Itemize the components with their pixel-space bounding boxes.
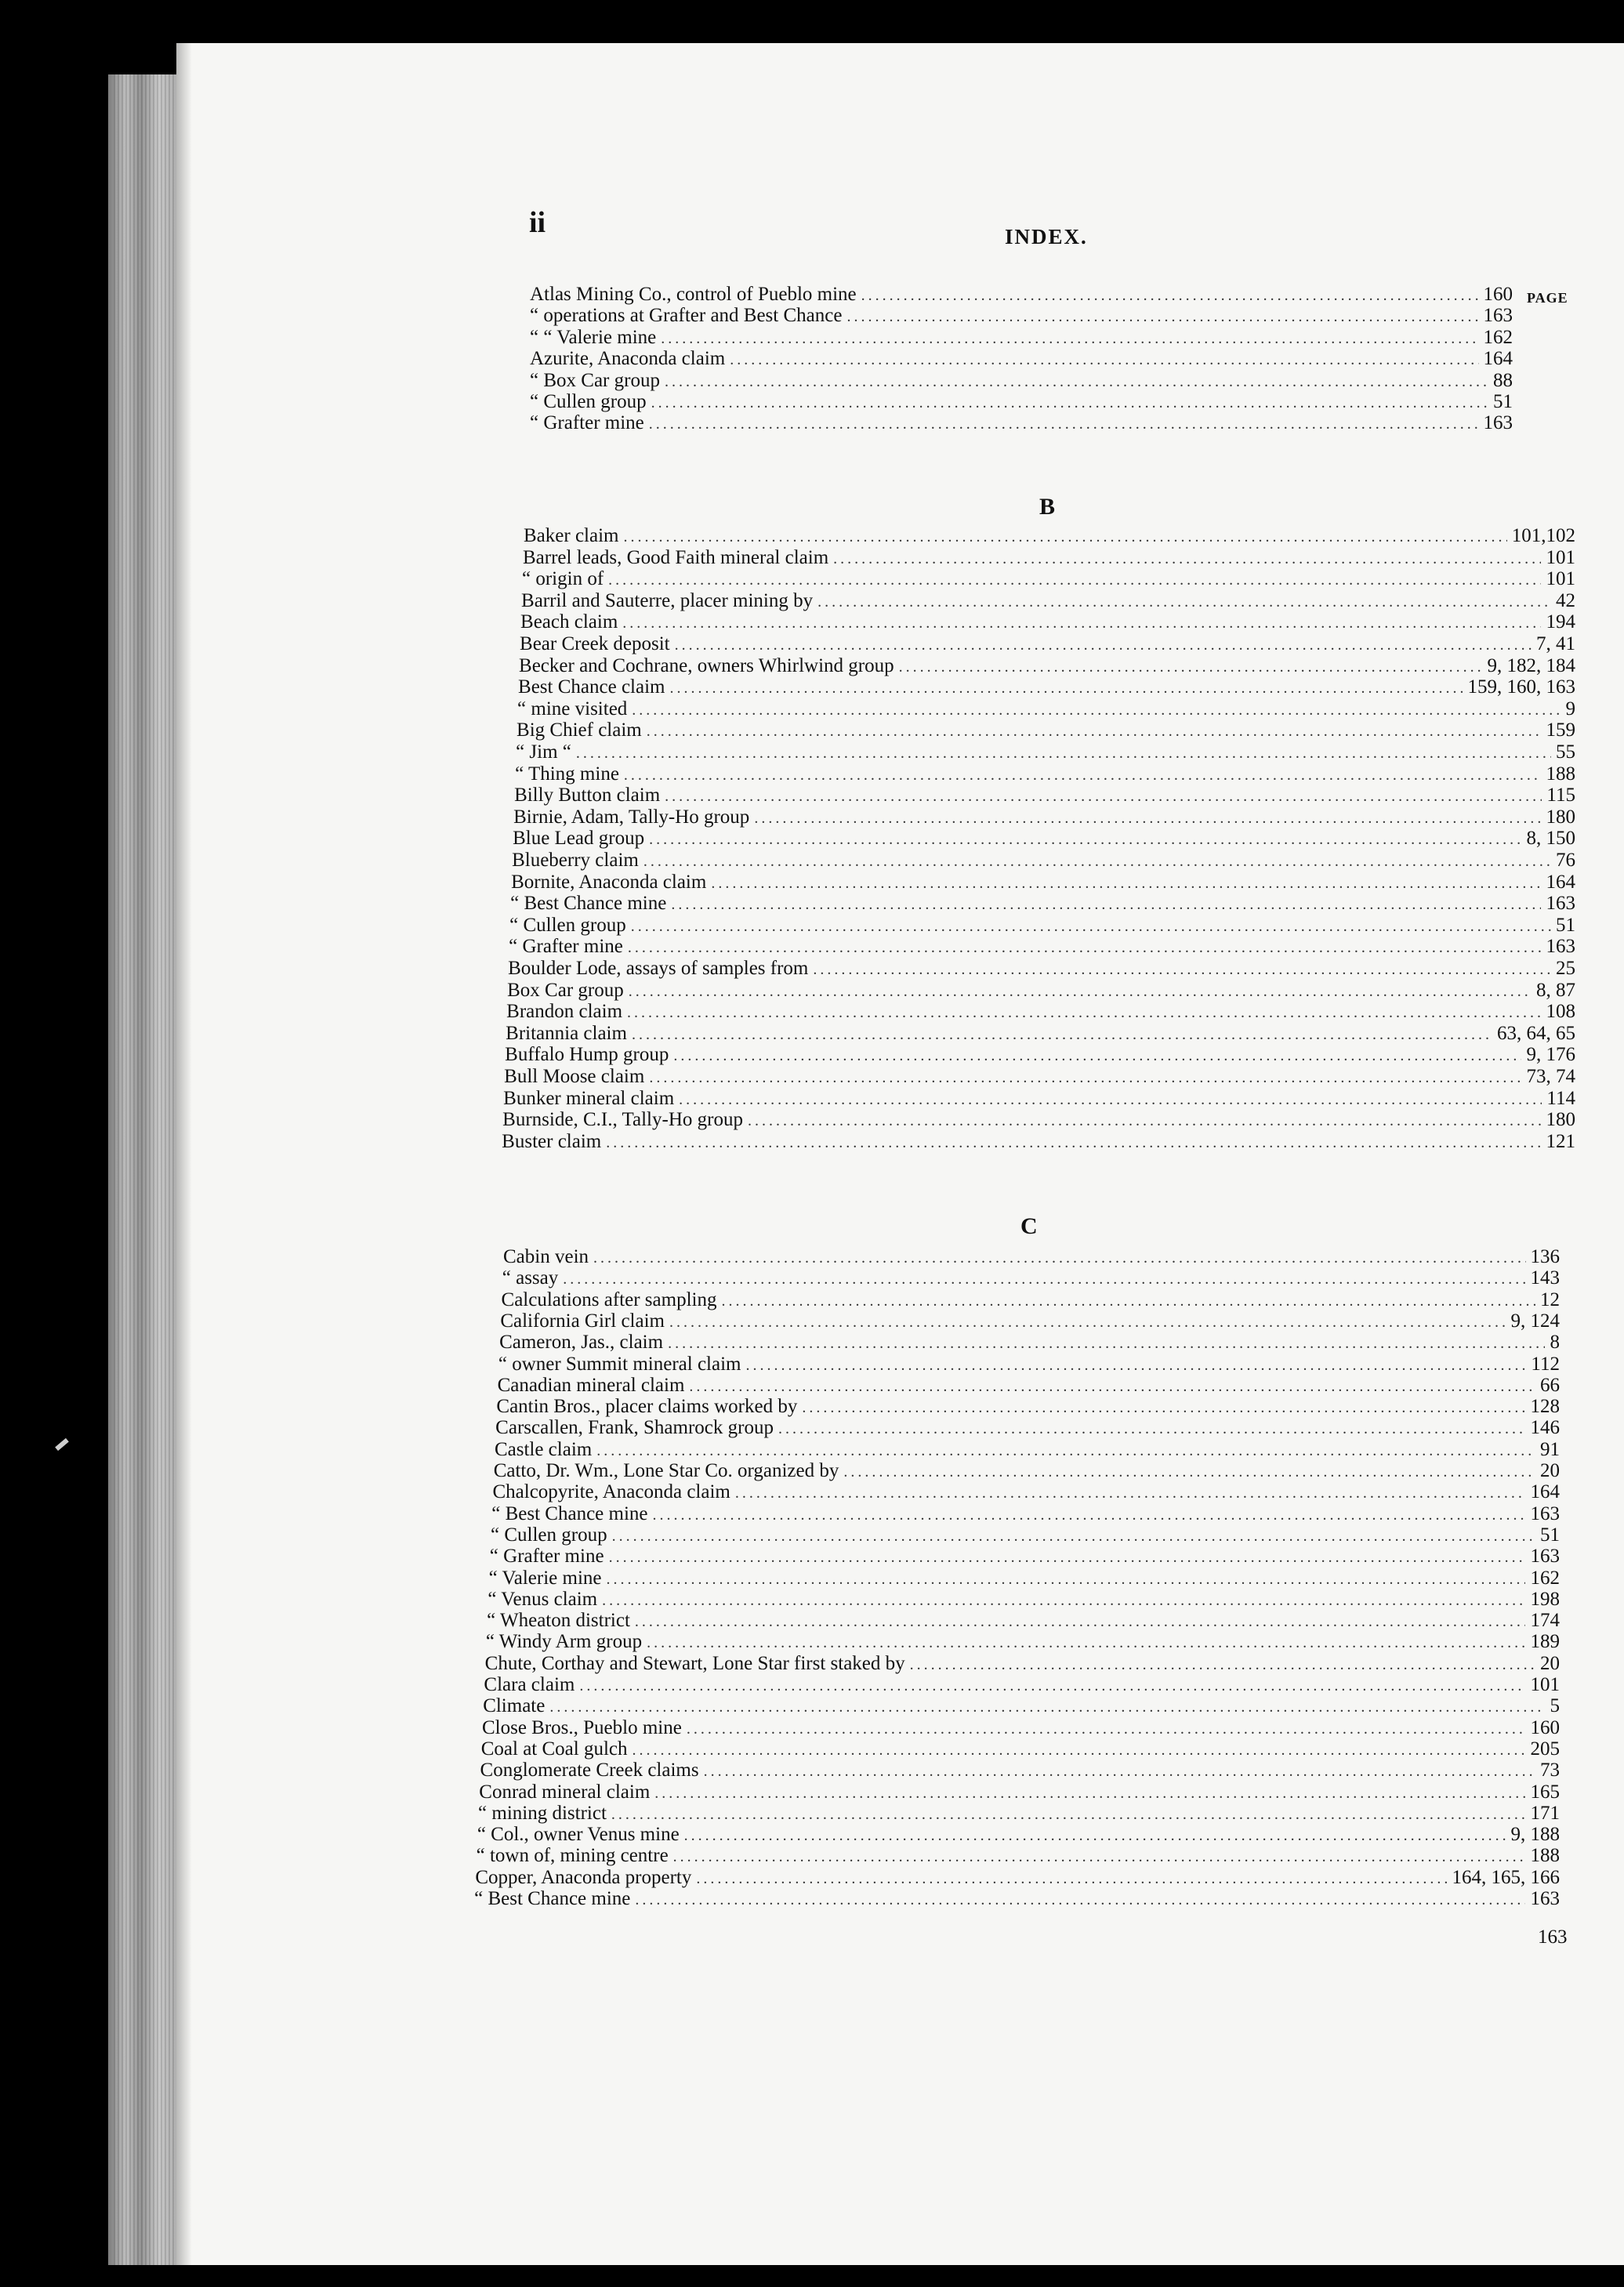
index-entry <box>496 1396 1560 1419</box>
index-entry <box>480 1760 1560 1783</box>
entry-text: Birnie, Adam, Tally-Ho group <box>513 806 750 828</box>
entry-page: 163 <box>1483 412 1513 434</box>
leader-dots <box>653 1506 1526 1524</box>
index-entry <box>520 611 1575 635</box>
index-entry <box>485 1653 1560 1676</box>
index-entry <box>487 1610 1560 1633</box>
entry-page: 194 <box>1546 611 1575 633</box>
index-entry <box>506 1001 1575 1024</box>
leader-dots <box>611 1806 1526 1824</box>
leader-dots <box>643 853 1551 871</box>
index-entry <box>500 1310 1560 1334</box>
index-entry <box>479 1781 1560 1805</box>
leader-dots <box>899 658 1483 676</box>
entry-page: 189 <box>1530 1631 1560 1653</box>
index-entry <box>494 1460 1560 1484</box>
leader-dots <box>563 1270 1525 1288</box>
leader-dots <box>748 1112 1542 1130</box>
entry-page: 9, 176 <box>1526 1044 1575 1066</box>
leader-dots <box>730 351 1478 369</box>
entry-text: Bear Creek deposit <box>520 633 670 654</box>
index-entry <box>510 893 1575 916</box>
index-entry <box>530 348 1513 372</box>
leader-dots <box>579 1677 1525 1695</box>
entry-text: Big Chief claim <box>517 719 642 741</box>
index-entry <box>530 284 1513 307</box>
entry-page: 9, 188 <box>1510 1824 1560 1846</box>
index-entry <box>477 1845 1560 1868</box>
leader-dots <box>628 939 1542 957</box>
entry-text: Climate <box>483 1695 546 1717</box>
leader-dots <box>721 1292 1535 1310</box>
entry-page: 164 <box>1483 348 1513 370</box>
entry-text: Chute, Corthay and Stewart, Lone Star first staked by <box>484 1652 905 1674</box>
entry-page: 55 <box>1555 741 1575 763</box>
index-entry <box>520 633 1575 657</box>
leader-dots <box>689 1378 1535 1396</box>
entry-page: 88 <box>1493 369 1513 391</box>
index-entry <box>486 1631 1560 1655</box>
leader-dots <box>673 1848 1526 1866</box>
index-entry <box>498 1375 1560 1398</box>
leader-dots <box>602 1592 1525 1610</box>
entry-text: “ Best Chance mine <box>491 1502 648 1524</box>
entry-text: “ “ Valerie mine <box>530 326 657 348</box>
entry-text: Chalcopyrite, Anaconda claim <box>492 1481 730 1503</box>
page-column-heading: PAGE <box>1527 290 1568 306</box>
leader-dots <box>549 1698 1545 1716</box>
entry-text: Coal at Coal gulch <box>480 1738 628 1760</box>
entry-page: 180 <box>1546 1109 1575 1131</box>
leader-dots <box>649 831 1521 849</box>
entry-page: 101 <box>1546 546 1575 568</box>
entry-text: Atlas Mining Co., control of Pueblo mine <box>530 284 857 305</box>
index-entry <box>499 1332 1560 1355</box>
entry-text: Britannia claim <box>506 1022 627 1044</box>
entry-page: 136 <box>1530 1246 1560 1267</box>
entry-page: 115 <box>1546 785 1575 806</box>
index-entry <box>488 1589 1560 1612</box>
index-entry <box>503 1088 1575 1111</box>
leader-dots <box>668 1335 1545 1353</box>
entry-page: 114 <box>1546 1087 1575 1109</box>
index-entry <box>502 1109 1575 1133</box>
entry-page: 128 <box>1530 1396 1560 1418</box>
leader-dots <box>687 1720 1526 1738</box>
entry-text: Barril and Sauterre, placer mining by <box>521 589 814 611</box>
entry-page: 101,102 <box>1511 525 1575 546</box>
index-entry <box>517 719 1575 743</box>
index-entry <box>477 1824 1560 1847</box>
entry-text: “ Windy Arm group <box>485 1631 643 1653</box>
entry-text: “ Grafter mine <box>509 936 623 958</box>
index-entry <box>512 850 1575 873</box>
entry-page: 162 <box>1483 326 1513 348</box>
leader-dots <box>813 961 1551 979</box>
index-entry <box>524 525 1575 549</box>
index-entry <box>511 872 1575 895</box>
index-entry <box>523 547 1575 571</box>
entry-text: Brandon claim <box>506 1001 623 1023</box>
index-entry <box>530 305 1513 328</box>
index-entry <box>482 1717 1560 1741</box>
index-entry <box>515 763 1575 787</box>
entry-page: 8, 150 <box>1526 828 1575 850</box>
entry-text: Beach claim <box>520 611 618 633</box>
entry-text: Barrel leads, Good Faith mineral claim <box>523 546 829 568</box>
index-entry <box>508 958 1575 981</box>
index-entry <box>521 590 1575 614</box>
leader-dots <box>673 1047 1521 1065</box>
entry-page-continued: 163 <box>1538 1926 1568 1948</box>
entry-text: Boulder Lode, assays of samples from <box>508 958 809 979</box>
entry-page: 76 <box>1555 850 1575 871</box>
leader-dots <box>632 701 1561 719</box>
entry-page: 9 <box>1565 698 1575 719</box>
entry-text: Clara claim <box>484 1674 575 1695</box>
entry-page: 160 <box>1483 284 1513 305</box>
entry-page: 101 <box>1546 568 1575 590</box>
entry-page: 162 <box>1530 1567 1560 1589</box>
entry-page: 9, 182, 184 <box>1487 654 1575 676</box>
index-entry <box>498 1354 1560 1377</box>
index-entry <box>517 698 1575 722</box>
entry-text: “ origin of <box>522 568 604 590</box>
entry-text: Copper, Anaconda property <box>475 1866 692 1888</box>
leader-dots <box>649 1069 1521 1087</box>
leader-dots <box>675 636 1532 654</box>
entry-text: California Girl claim <box>500 1310 665 1332</box>
index-entry <box>513 806 1575 830</box>
entry-page: 171 <box>1530 1802 1560 1824</box>
index-entry <box>530 412 1513 436</box>
index-entry <box>481 1738 1560 1762</box>
index-entry <box>491 1503 1560 1527</box>
entry-text: “ Cullen group <box>491 1524 607 1546</box>
entry-page: 63, 64, 65 <box>1496 1022 1575 1044</box>
entry-text: “ assay <box>502 1267 559 1289</box>
section-letter-b: B <box>1039 494 1056 520</box>
leader-dots <box>802 1399 1525 1417</box>
entry-text: Bornite, Anaconda claim <box>511 871 707 893</box>
index-entry <box>516 741 1575 765</box>
index-entry <box>505 1044 1575 1067</box>
entry-page: 159, 160, 163 <box>1467 676 1575 698</box>
entry-page: 164, 165, 166 <box>1452 1866 1560 1888</box>
leader-dots <box>647 723 1542 741</box>
entry-page: 51 <box>1539 1524 1560 1546</box>
entry-text: Azurite, Anaconda claim <box>530 348 726 370</box>
entry-page: 20 <box>1539 1460 1560 1481</box>
index-entry <box>491 1524 1560 1548</box>
leader-dots <box>746 1357 1527 1375</box>
index-entry <box>478 1803 1560 1826</box>
entry-page: 20 <box>1539 1652 1560 1674</box>
entry-text: Cantin Bros., placer claims worked by <box>496 1396 798 1418</box>
entry-text: Castle claim <box>494 1438 593 1460</box>
entry-text: “ Valerie mine <box>488 1567 602 1589</box>
entry-page: 91 <box>1539 1438 1560 1460</box>
entry-text: Box Car group <box>507 979 624 1001</box>
entry-text: “ owner Summit mineral claim <box>498 1353 741 1375</box>
entry-page: 108 <box>1546 1001 1575 1023</box>
leader-dots <box>631 918 1551 936</box>
entry-page: 163 <box>1483 305 1513 327</box>
index-entry <box>507 980 1575 1003</box>
entry-page: 164 <box>1546 871 1575 893</box>
index-entry <box>492 1481 1560 1505</box>
leader-dots <box>669 1314 1506 1332</box>
entry-page: 163 <box>1530 1546 1560 1568</box>
entry-page: 163 <box>1546 893 1575 915</box>
leader-dots <box>654 1785 1525 1803</box>
entry-page: 198 <box>1530 1588 1560 1610</box>
entry-page: 163 <box>1530 1502 1560 1524</box>
leader-dots <box>661 330 1478 348</box>
page-title: INDEX. <box>1005 225 1088 248</box>
entry-text: “ mine visited <box>517 698 628 719</box>
entry-text: “ Best Chance mine <box>510 893 667 915</box>
leader-dots <box>649 415 1479 433</box>
entry-text: Bunker mineral claim <box>503 1087 675 1109</box>
entry-page: 73, 74 <box>1526 1066 1575 1087</box>
leader-dots <box>910 1656 1535 1674</box>
entry-page: 51 <box>1555 914 1575 936</box>
leader-dots <box>843 1463 1535 1481</box>
index-entry <box>509 915 1575 938</box>
entry-text: Close Bros., Pueblo mine <box>481 1716 682 1738</box>
entry-text: “ Grafter mine <box>489 1546 604 1568</box>
entry-page: 9, 124 <box>1510 1310 1560 1332</box>
index-entry <box>530 327 1513 350</box>
entry-page: 164 <box>1530 1481 1560 1503</box>
leader-dots <box>778 1420 1526 1438</box>
entry-text: “ Wheaton district <box>487 1610 630 1632</box>
leader-dots <box>665 373 1488 391</box>
entry-page: 121 <box>1546 1130 1575 1152</box>
leader-dots <box>735 1484 1526 1502</box>
leader-dots <box>606 1134 1541 1152</box>
leader-dots <box>635 1613 1526 1631</box>
entry-text: Buffalo Hump group <box>505 1044 669 1066</box>
leader-dots <box>593 1249 1525 1267</box>
page-number: ii <box>529 206 546 239</box>
index-entry <box>483 1695 1560 1719</box>
entry-page: 188 <box>1546 763 1575 785</box>
entry-page: 101 <box>1530 1674 1560 1695</box>
entry-page: 7, 41 <box>1535 633 1575 654</box>
index-entry <box>495 1417 1560 1441</box>
leader-dots <box>684 1827 1506 1845</box>
entry-text: “ Jim “ <box>516 741 571 763</box>
index-entry <box>489 1568 1560 1591</box>
index-entry <box>484 1674 1560 1698</box>
entry-text: Buster claim <box>502 1130 602 1152</box>
entry-text: Burnside, C.I., Tally-Ho group <box>502 1109 743 1131</box>
index-entry <box>530 370 1513 393</box>
index-entry <box>474 1888 1560 1912</box>
entry-page: 12 <box>1539 1288 1560 1310</box>
index-entry <box>490 1546 1560 1569</box>
entry-text: Calculations after sampling <box>501 1288 717 1310</box>
leader-dots <box>576 745 1551 763</box>
leader-dots <box>651 394 1488 412</box>
entry-page: 112 <box>1531 1353 1560 1375</box>
leader-dots <box>624 767 1542 785</box>
index-entry <box>509 936 1575 959</box>
entry-text: “ Col., owner Venus mine <box>477 1824 680 1846</box>
leader-dots <box>679 1091 1542 1109</box>
entry-text: Cameron, Jas., claim <box>499 1332 664 1354</box>
entry-page: 73 <box>1539 1760 1560 1781</box>
entry-text: “ Cullen group <box>509 914 626 936</box>
entry-text: Blue Lead group <box>513 828 645 850</box>
leader-dots <box>711 875 1541 893</box>
entry-page: 25 <box>1555 958 1575 979</box>
leader-dots <box>861 287 1479 305</box>
entry-page: 163 <box>1546 936 1575 958</box>
leader-dots <box>669 680 1463 698</box>
index-entry <box>522 568 1575 592</box>
leader-dots <box>846 308 1478 326</box>
section-letter-c: C <box>1020 1213 1038 1239</box>
index-entry <box>504 1066 1575 1089</box>
entry-page: 188 <box>1530 1845 1560 1867</box>
entry-text: “ Grafter mine <box>530 412 644 434</box>
index-entry <box>514 785 1575 808</box>
entry-text: Cabin vein <box>503 1246 589 1267</box>
leader-dots <box>629 983 1532 1001</box>
entry-page: 8 <box>1550 1332 1560 1354</box>
index-entry <box>518 676 1575 700</box>
entry-text: “ operations at Grafter and Best Chance <box>530 305 843 327</box>
leader-dots <box>612 1528 1535 1546</box>
entry-text: Canadian mineral claim <box>497 1374 685 1396</box>
entry-text: Conrad mineral claim <box>479 1781 651 1803</box>
entry-text: Carscallen, Frank, Shamrock group <box>495 1417 774 1439</box>
leader-dots <box>632 1026 1492 1044</box>
entry-page: 143 <box>1530 1267 1560 1289</box>
entry-page: 146 <box>1530 1417 1560 1439</box>
entry-page: 8, 87 <box>1535 979 1575 1001</box>
entry-text: “ town of, mining centre <box>476 1845 669 1867</box>
leader-dots <box>754 810 1541 828</box>
entry-page: 174 <box>1530 1610 1560 1632</box>
entry-text: “ mining district <box>478 1802 607 1824</box>
entry-text: “ Venus claim <box>488 1588 598 1610</box>
index-entry <box>495 1439 1560 1462</box>
entry-text: Blueberry claim <box>512 850 639 871</box>
entry-page: 165 <box>1530 1781 1560 1803</box>
leader-dots <box>609 1549 1526 1567</box>
index-entry <box>513 828 1575 851</box>
index-entry <box>502 1289 1560 1313</box>
entry-text: “ Best Chance mine <box>474 1888 631 1909</box>
leader-dots <box>633 1742 1526 1760</box>
entry-page: 42 <box>1555 589 1575 611</box>
entry-text: “ Thing mine <box>515 763 619 785</box>
entry-text: Becker and Cochrane, owners Whirlwind group <box>519 654 894 676</box>
entry-page: 51 <box>1493 391 1513 412</box>
leader-dots <box>704 1763 1535 1781</box>
index-entry <box>502 1267 1560 1291</box>
leader-dots <box>606 1571 1525 1589</box>
entry-text: Bull Moose claim <box>504 1066 645 1087</box>
index-entry <box>530 391 1513 415</box>
entry-text: “ Box Car group <box>530 369 660 391</box>
leader-dots <box>696 1870 1447 1888</box>
entry-text: Conglomerate Creek claims <box>480 1760 699 1781</box>
leader-dots <box>671 896 1541 914</box>
index-entry <box>475 1867 1560 1890</box>
index-entry <box>502 1131 1575 1154</box>
leader-dots <box>622 614 1541 632</box>
entry-page: 5 <box>1550 1695 1560 1717</box>
leader-dots <box>665 788 1542 806</box>
entry-text: “ Cullen group <box>530 391 647 412</box>
entry-text: Billy Button claim <box>514 785 661 806</box>
index-entry <box>506 1023 1575 1046</box>
index-entry <box>519 655 1575 679</box>
leader-dots <box>635 1891 1525 1909</box>
leader-dots <box>833 550 1541 568</box>
leader-dots <box>817 593 1551 611</box>
entry-page: 163 <box>1530 1888 1560 1909</box>
index-entry <box>503 1246 1560 1270</box>
leader-dots <box>623 528 1506 546</box>
entry-text: Best Chance claim <box>518 676 665 698</box>
leader-dots <box>647 1634 1525 1652</box>
entry-page: 205 <box>1530 1738 1560 1760</box>
leader-dots <box>627 1004 1541 1022</box>
entry-page: 160 <box>1530 1716 1560 1738</box>
entry-page: 180 <box>1546 806 1575 828</box>
leader-dots <box>596 1442 1535 1460</box>
entry-page: 66 <box>1539 1374 1560 1396</box>
entry-text: Baker claim <box>524 525 619 546</box>
entry-page: 159 <box>1546 719 1575 741</box>
entry-text: Catto, Dr. Wm., Lone Star Co. organized by <box>493 1460 839 1481</box>
leader-dots <box>608 571 1541 589</box>
